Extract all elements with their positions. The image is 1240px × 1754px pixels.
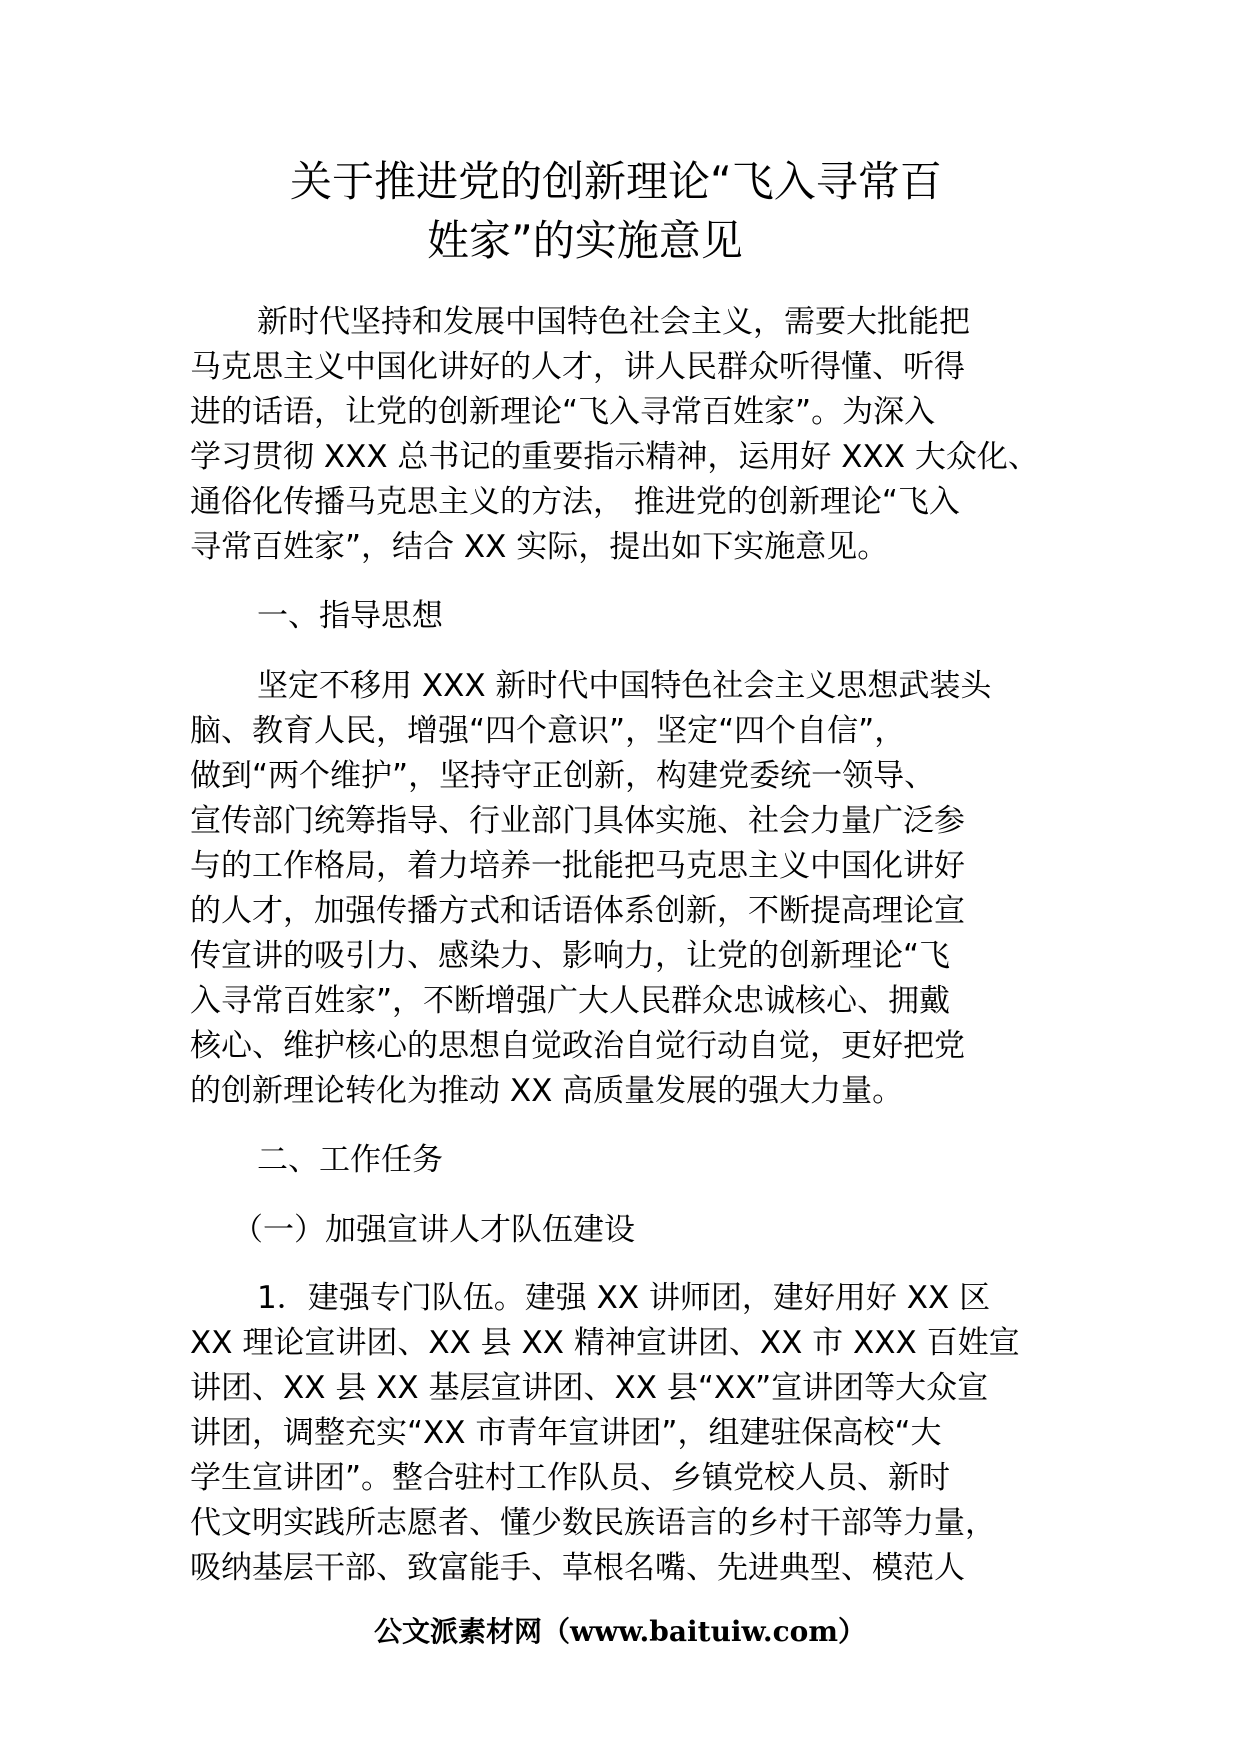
text-line: 通俗化传播马克思主义的方法， 推进党的创新理论“飞入	[190, 484, 960, 520]
document-title	[290, 152, 1090, 270]
text-line: 宣传部门统筹指导、行业部门具体实施、社会力量广泛参	[190, 803, 965, 839]
text-line: 传宣讲的吸引力、感染力、影响力，让党的创新理论“飞	[190, 938, 951, 974]
text-line: 学习贯彻 XXX 总书记的重要指示精神，运用好 XXX 大众化、	[190, 439, 1039, 475]
text-line: 寻常百姓家”，结合 XX 实际，提出如下实施意见。	[190, 529, 889, 565]
item-paragraph	[190, 1276, 1070, 1591]
text-line: XX 理论宣讲团、XX 县 XX 精神宣讲团、XX 市 XXX 百姓宣	[190, 1325, 1020, 1361]
text-line: 入寻常百姓家”，不断增强广大人民群众忠诚核心、拥戴	[190, 983, 951, 1019]
text-line: 吸纳基层干部、致富能手、草根名嘴、先进典型、模范人	[190, 1550, 965, 1586]
text-line: 新时代坚持和发展中国特色社会主义，需要大批能把	[257, 304, 970, 340]
text-line: 1．建强专门队伍。建强 XX 讲师团，建好用好 XX 区	[257, 1280, 991, 1316]
text-line: 脑、教育人民，增强“四个意识”，坚定“四个自信”，	[190, 713, 906, 749]
text-line: 讲团、XX 县 XX 基层宣讲团、XX 县“XX”宣讲团等大众宣	[190, 1370, 989, 1406]
title-line: 姓家”的实施意见	[427, 216, 743, 265]
text-line: 坚定不移用 XXX 新时代中国特色社会主义思想武装头	[257, 668, 992, 704]
heading-text: 一、指导思想	[257, 598, 443, 634]
section-paragraph	[190, 664, 1070, 1114]
intro-paragraph	[190, 300, 1070, 570]
text-line: 的人才，加强传播方式和话语体系创新，不断提高理论宣	[190, 893, 965, 929]
subsection-heading	[190, 1208, 1070, 1253]
heading-text: （一）加强宣讲人才队伍建设	[232, 1212, 635, 1248]
section-heading	[190, 594, 1070, 639]
text-line: 做到“两个维护”，坚持守正创新，构建党委统一领导、	[190, 758, 936, 794]
watermark-footer: 公文派素材网（www.baituiw.com）	[374, 1615, 866, 1648]
text-line: 的创新理论转化为推动 XX 高质量发展的强大力量。	[190, 1073, 904, 1109]
text-line: 讲团，调整充实“XX 市青年宣讲团”，组建驻保高校“大	[190, 1415, 942, 1451]
heading-text: 二、工作任务	[257, 1142, 443, 1178]
text-line: 马克思主义中国化讲好的人才，讲人民群众听得懂、听得	[190, 349, 965, 385]
section-heading	[190, 1138, 1070, 1183]
text-line: 学生宣讲团”。整合驻村工作队员、乡镇党校人员、新时	[190, 1460, 951, 1496]
title-line: 关于推进党的创新理论“飞入寻常百	[290, 157, 942, 206]
text-line: 核心、维护核心的思想自觉政治自觉行动自觉，更好把党	[190, 1028, 965, 1064]
text-line: 进的话语，让党的创新理论“飞入寻常百姓家”。为深入	[190, 394, 936, 430]
text-line: 与的工作格局，着力培养一批能把马克思主义中国化讲好	[190, 848, 965, 884]
text-line: 代文明实践所志愿者、懂少数民族语言的乡村干部等力量，	[190, 1505, 996, 1541]
